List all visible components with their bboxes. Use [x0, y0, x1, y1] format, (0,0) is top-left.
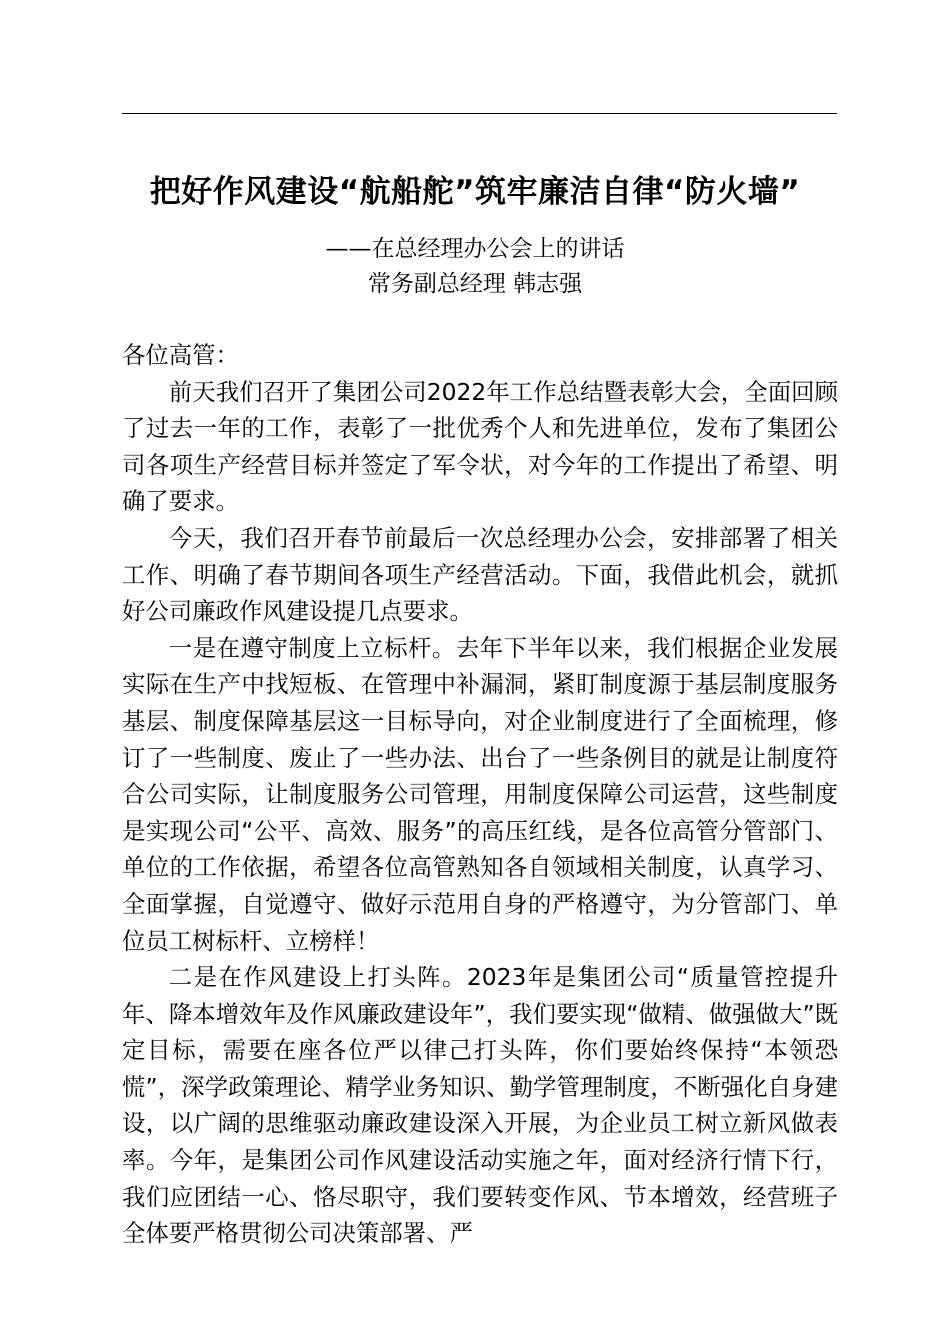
paragraph-2: 今天，我们召开春节前最后一次总经理办公会，安排部署了相关工作、明确了春节期间各项生产经营活动。下面，我借此机会，就抓好公司廉政作风建设提几点要求。	[122, 523, 838, 626]
salutation: 各位高管：	[122, 341, 239, 369]
document-author: 常务副总经理 韩志强	[367, 271, 583, 297]
paragraph-1: 前天我们召开了集团公司2022年工作总结暨表彰大会，全面回顾了过去一年的工作，表彰了一批优秀个人和先进单位，发布了集团公司各项生产经营目标并签定了军令状，对今年的工作提出了希望、明确了要求。	[122, 377, 838, 516]
paragraph-3: 一是在遵守制度上立标杆。去年下半年以来，我们根据企业发展实际在生产中找短板、在管理中补漏洞，紧盯制度源于基层制度服务基层、制度保障基层这一目标导向，对企业制度进行了全面梳理，修订了一些制度、废止了一些办法、出台了一些条例目的就是让制度符合公司实际，让制度服务公司管理，用制度保障公司运营，这些制度是实现公司“公平、高效、服务”的高压红线，是各位高管分管部门、单位的工作依据，希望各位高管熟知各自领域相关制度，认真学习、全面掌握，自觉遵守、做好示范用自身的严格遵守，为分管部门、单位员工树标杆、立榜样！	[122, 633, 838, 955]
header-rule	[122, 113, 837, 114]
document-subtitle: ——在总经理办公会上的讲话	[325, 236, 625, 262]
document-body	[122, 337, 838, 1252]
paragraph-4: 二是在作风建设上打头阵。2023年是集团公司“质量管控提升年、降本增效年及作风廉政建设年”，我们要实现“做精、做强做大”既定目标，需要在座各位严以律己打头阵，你们要始终保持“本领恐慌”，深学政策理论、精学业务知识、勤学管理制度，不断强化自身建设，以广阔的思维驱动廉政建设深入开展，为企业员工树立新风做表率。今年，是集团公司作风建设活动实施之年，面对经济行情下行，我们应团结一心、恪尽职守，我们要转变作风、节本增效，经营班子全体要严格贯彻公司决策部署、严	[122, 963, 838, 1248]
document-title: 把好作风建设“航船舵”筑牢廉洁自律“防火墙”	[149, 174, 801, 210]
